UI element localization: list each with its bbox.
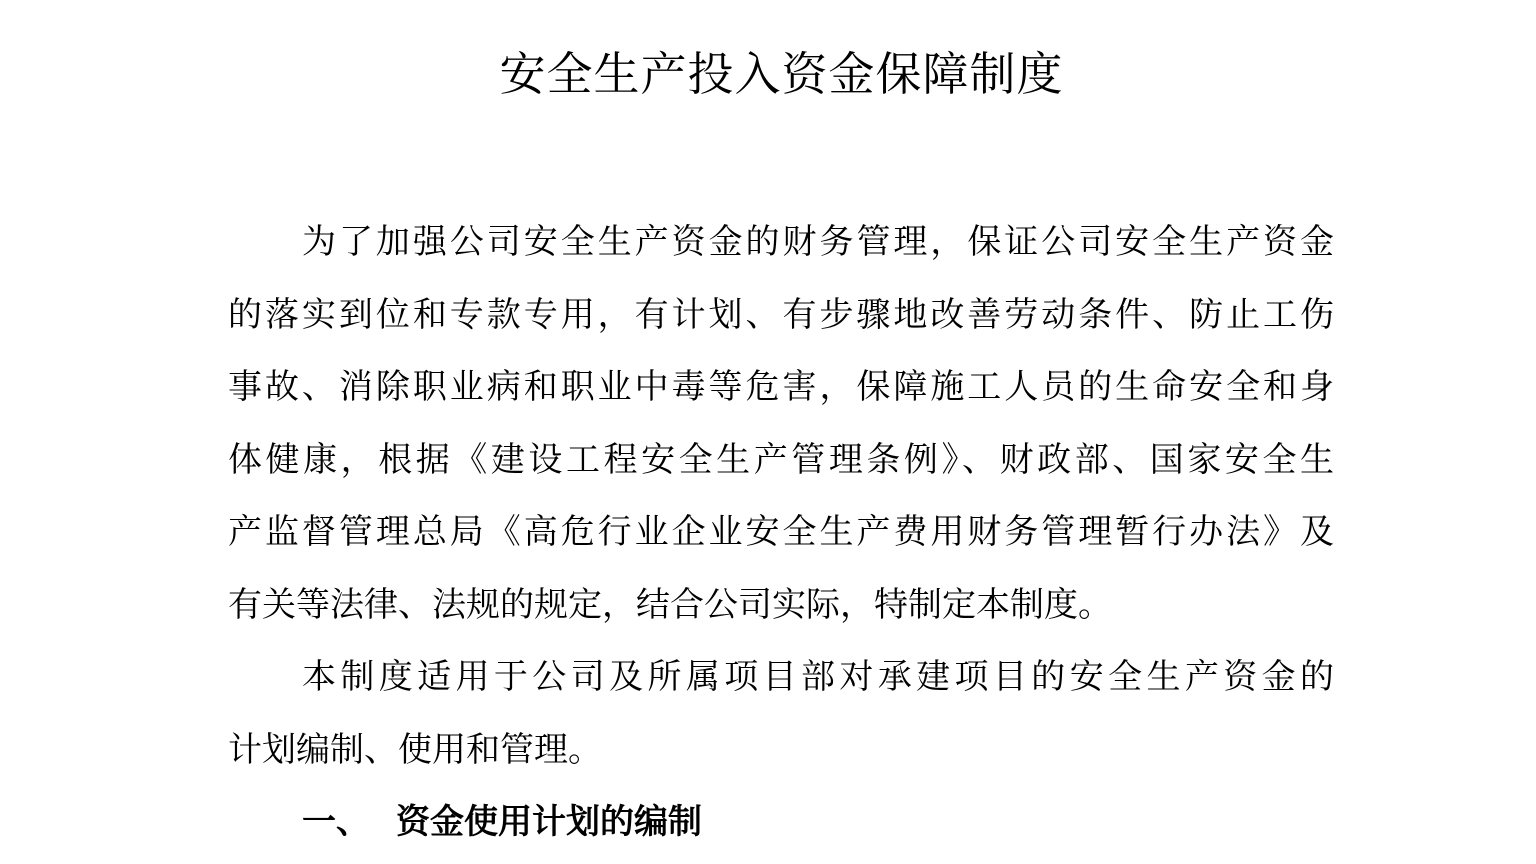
paragraph-line: 有关等法律、法规的规定，结合公司实际，特制定本制度。 — [228, 584, 1112, 625]
paragraph-line: 本制度适用于公司及所属项目部对承建项目的安全生产资金的 — [302, 657, 1334, 697]
document-body — [228, 206, 1334, 859]
paragraph-line: 为了加强公司安全生产资金的财务管理，保证公司安全生产资金 — [302, 222, 1334, 262]
paragraph-line: 的落实到位和专款专用，有计划、有步骤地改善劳动条件、防止工伤 — [228, 294, 1334, 335]
paragraph-purpose — [228, 206, 1334, 641]
paragraph-line: 产监督管理总局《高危行业企业安全生产费用财务管理暂行办法》及 — [228, 512, 1334, 552]
paragraph-line: 体健康，根据《建设工程安全生产管理条例》、财政部、国家安全生 — [228, 439, 1334, 480]
section-number: 一、 — [302, 802, 370, 842]
section-heading — [228, 786, 1334, 859]
paragraph-scope — [228, 641, 1334, 786]
paragraph-line: 计划编制、使用和管理。 — [228, 729, 602, 770]
paragraph-line: 事故、消除职业病和职业中毒等危害，保障施工人员的生命安全和身 — [228, 367, 1334, 407]
section-title: 资金使用计划的编制 — [396, 802, 702, 842]
document-title: 安全生产投入资金保障制度 — [499, 47, 1064, 101]
